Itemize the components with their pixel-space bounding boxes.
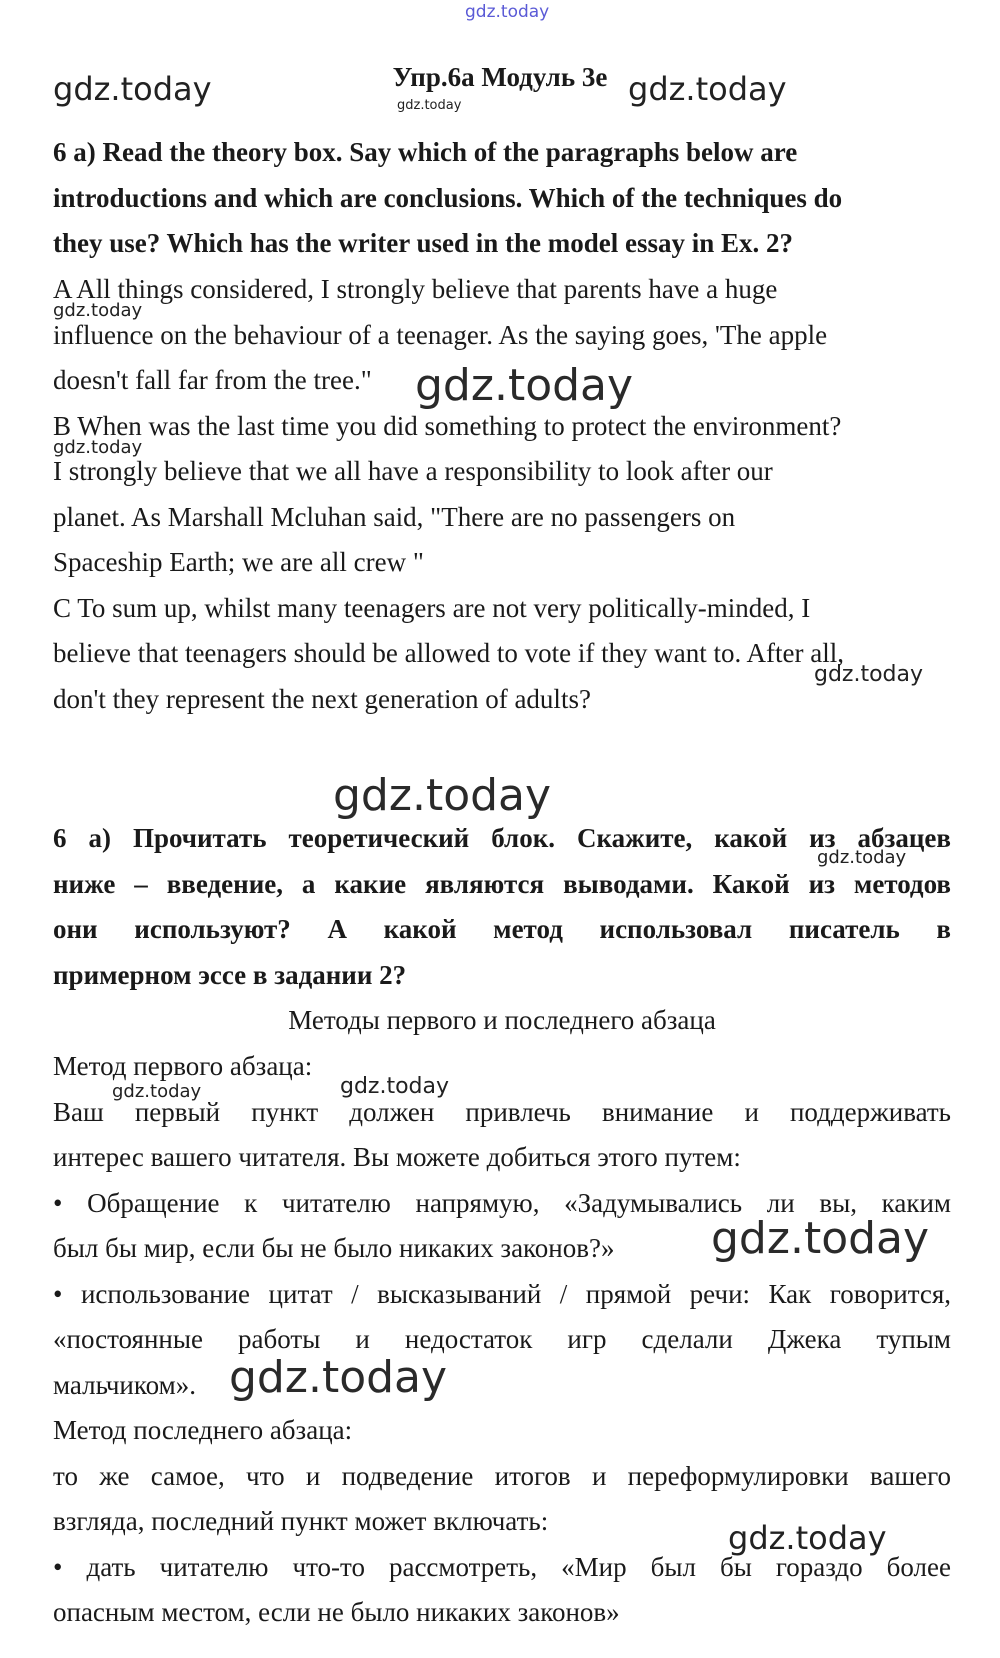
body-line: взгляда, последний пункт может включать: (53, 1506, 549, 1536)
watermark: gdz.today (728, 1519, 887, 1557)
paragraph-line: believe that teenagers should be allowed to vote if they want to. After all, (53, 638, 845, 668)
paragraph-line: influence on the behaviour of a teenager. As the saying goes, 'The apple (53, 319, 828, 350)
watermark: gdz.today (229, 1352, 448, 1403)
watermark: gdz.today (112, 1081, 202, 1102)
body-line: • дать читателю что-то рассмотреть, «Мир был бы гораздо более (53, 1551, 951, 1582)
body-line: Ваш первый пункт должен привлечь внимание и поддерживать (53, 1096, 951, 1127)
watermark: gdz.today (53, 300, 143, 321)
body-line: опасным местом, если не было никаких законов» (53, 1597, 620, 1627)
watermark: gdz.today (53, 437, 143, 458)
question-line: они используют? А какой метод использовал писатель в (53, 914, 951, 944)
paragraph-line: C To sum up, whilst many teenagers are not very politically-minded, I (53, 592, 811, 623)
body-line: «постоянные работы и недостаток игр сделали Джека тупым (53, 1324, 951, 1354)
watermark: gdz.today (814, 662, 924, 687)
paragraph-line: Spaceship Earth; we are all crew " (53, 547, 424, 577)
question-line: they use? Which has the writer used in the model essay in Ex. 2? (53, 228, 794, 258)
english-paragraphs (53, 267, 951, 722)
paragraph-line: don't they represent the next generation of adults? (53, 683, 591, 714)
russian-subtitle-block (53, 998, 951, 1044)
body-line: • использование цитат / высказываний / прямой речи: Как говорится, (53, 1278, 951, 1309)
paragraph-line: B When was the last time you did something to protect the environment? (53, 410, 842, 441)
watermark: gdz.today (53, 70, 212, 108)
watermark: gdz.today (628, 70, 787, 108)
watermark: gdz.today (415, 360, 634, 411)
body-line: мальчиком». (53, 1369, 196, 1400)
body-line: Метод первого абзаца: (53, 1051, 313, 1081)
body-line: то же самое, что и подведение итогов и переформулировки вашего (53, 1460, 951, 1491)
body-line: был бы мир, если бы не было никаких законов?» (53, 1233, 615, 1263)
question-line: 6 а) Прочитать теоретический блок. Скажите, какой из абзацев (53, 823, 951, 853)
watermark: gdz.today (465, 2, 550, 22)
question-line: introductions and which are conclusions. Which of the techniques do (53, 182, 843, 213)
section-subtitle: Методы первого и последнего абзаца (288, 1005, 716, 1035)
body-line: Метод последнего абзаца: (53, 1415, 353, 1445)
watermark: gdz.today (397, 98, 462, 113)
paragraph-line: A All things considered, I strongly believe that parents have a huge (53, 274, 778, 304)
watermark: gdz.today (711, 1213, 930, 1264)
english-question (53, 130, 951, 267)
question-line: ниже – введение, а какие являются выводами. Какой из методов (53, 868, 951, 899)
paragraph-line: I strongly believe that we all have a responsibility to look after our (53, 456, 773, 486)
russian-body (53, 1044, 951, 1636)
body-line: интерес вашего читателя. Вы можете добиться этого путем: (53, 1142, 741, 1172)
question-line: примерном эссе в задании 2? (53, 959, 407, 990)
watermark: gdz.today (340, 1074, 450, 1099)
russian-question (53, 816, 951, 998)
page-title: Упр.6а Модуль 3е (392, 62, 608, 92)
watermark: gdz.today (333, 770, 552, 821)
paragraph-line: planet. As Marshall Mcluhan said, "There are no passengers on (53, 501, 736, 532)
watermark: gdz.today (817, 847, 907, 868)
paragraph-line: doesn't fall far from the tree." (53, 365, 372, 395)
question-line: 6 a) Read the theory box. Say which of the paragraphs below are (53, 137, 798, 167)
body-line: • Обращение к читателю напрямую, «Задумывались ли вы, каким (53, 1187, 951, 1218)
